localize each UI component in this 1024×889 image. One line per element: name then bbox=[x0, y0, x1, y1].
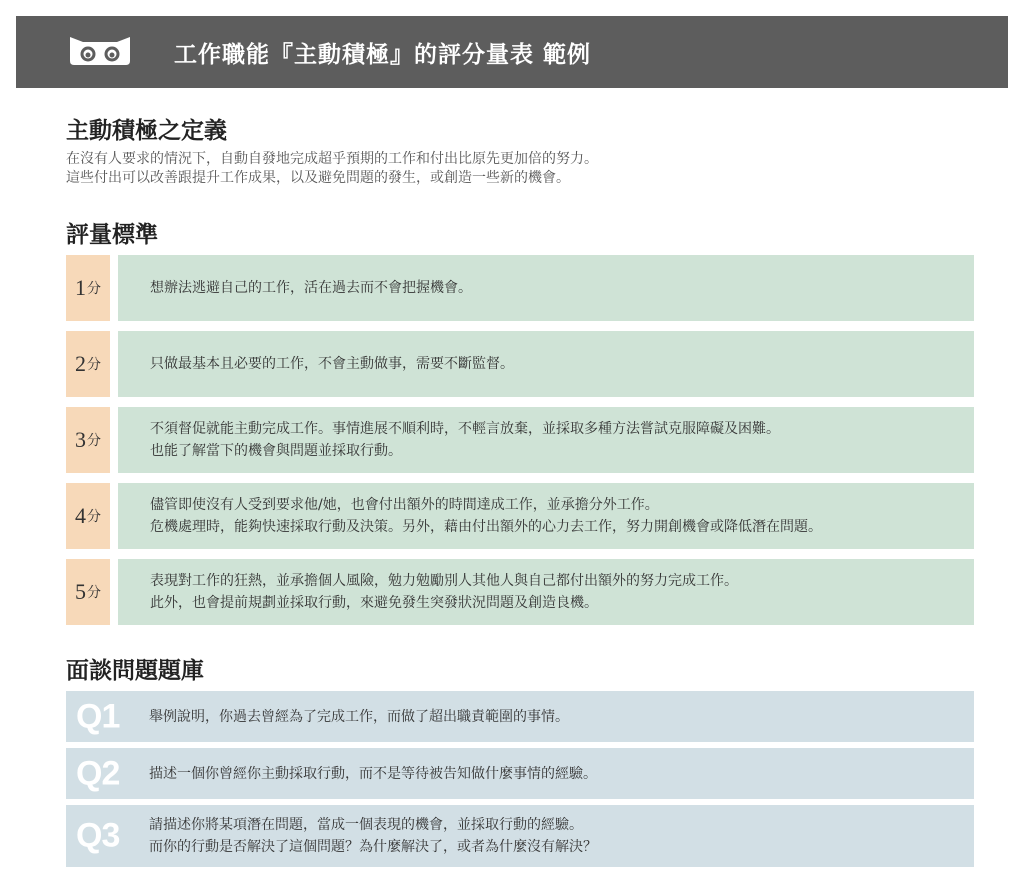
score-line: 此外，也會提前規劃並採取行動，來避免發生突發狀況問題及創造良機。 bbox=[150, 595, 598, 611]
score-description bbox=[118, 483, 974, 549]
definition-line: 在沒有人要求的情況下，自動自發地完成超乎預期的工作和付出比原先更加倍的努力。 bbox=[66, 151, 598, 167]
question-label: Q3 bbox=[76, 816, 120, 855]
score-description bbox=[118, 407, 974, 473]
score-unit: 分 bbox=[87, 357, 101, 373]
criteria-heading: 評量標準 bbox=[66, 222, 158, 248]
definition-line: 這些付出可以改善跟提升工作成果，以及避免問題的發生，或創造一些新的機會。 bbox=[66, 170, 570, 186]
question-row-2 bbox=[66, 748, 974, 799]
score-badge bbox=[66, 255, 110, 321]
score-description bbox=[118, 331, 974, 397]
score-badge bbox=[66, 331, 110, 397]
score-description bbox=[118, 559, 974, 625]
score-line: 危機處理時，能夠快速採取行動及決策。另外，藉由付出額外的心力去工作，努力開創機會或降低潛在問題。 bbox=[150, 519, 822, 535]
score-row-1 bbox=[66, 255, 974, 321]
score-number: 1 bbox=[75, 275, 86, 300]
score-badge bbox=[66, 559, 110, 625]
score-badge bbox=[66, 407, 110, 473]
definition-text bbox=[66, 150, 598, 188]
score-number: 5 bbox=[75, 579, 86, 604]
score-line: 只做最基本且必要的工作，不會主動做事，需要不斷監督。 bbox=[150, 356, 514, 372]
page-title: 工作職能『主動積極』的評分量表 範例 bbox=[174, 42, 592, 68]
question-line: 舉例說明，你過去曾經為了完成工作，而做了超出職責範圍的事情。 bbox=[149, 708, 569, 725]
question-row-3 bbox=[66, 805, 974, 867]
question-text bbox=[149, 748, 597, 799]
score-row-5 bbox=[66, 559, 974, 625]
definition-heading: 主動積極之定義 bbox=[66, 118, 227, 144]
score-row-3 bbox=[66, 407, 974, 473]
question-text bbox=[149, 691, 569, 742]
question-label: Q2 bbox=[76, 754, 120, 792]
score-row-2 bbox=[66, 331, 974, 397]
score-line: 想辦法逃避自己的工作，活在過去而不會把握機會。 bbox=[150, 280, 472, 296]
score-description bbox=[118, 255, 974, 321]
score-number: 4 bbox=[75, 503, 86, 528]
eyes-logo-icon bbox=[66, 34, 134, 68]
score-line: 儘管即使沒有人受到要求他/她，也會付出額外的時間達成工作，並承擔分外工作。 bbox=[150, 497, 659, 513]
score-unit: 分 bbox=[87, 585, 101, 601]
page-header bbox=[16, 16, 1008, 88]
score-unit: 分 bbox=[87, 281, 101, 297]
question-line: 而你的行動是否解決了這個問題？為什麼解決了，或者為什麼沒有解決？ bbox=[149, 839, 597, 855]
score-line: 也能了解當下的機會與問題並採取行動。 bbox=[150, 443, 402, 459]
question-text bbox=[149, 805, 597, 867]
question-line: 描述一個你曾經你主動採取行動，而不是等待被告知做什麼事情的經驗。 bbox=[149, 765, 597, 782]
question-row-1 bbox=[66, 691, 974, 742]
score-row-4 bbox=[66, 483, 974, 549]
score-number: 2 bbox=[75, 351, 86, 376]
score-unit: 分 bbox=[87, 433, 101, 449]
score-line: 表現對工作的狂熱，並承擔個人風險，勉力勉勵別人其他人與自己都付出額外的努力完成工作。 bbox=[150, 573, 738, 589]
score-number: 3 bbox=[75, 427, 86, 452]
question-label: Q1 bbox=[76, 697, 120, 735]
score-unit: 分 bbox=[87, 509, 101, 525]
question-line: 請描述你將某項潛在問題，當成一個表現的機會，並採取行動的經驗。 bbox=[149, 817, 583, 833]
score-badge bbox=[66, 483, 110, 549]
score-line: 不須督促就能主動完成工作。事情進展不順利時，不輕言放棄，並採取多種方法嘗試克服障礙及困難。 bbox=[150, 421, 780, 437]
questions-heading: 面談問題題庫 bbox=[66, 658, 204, 684]
